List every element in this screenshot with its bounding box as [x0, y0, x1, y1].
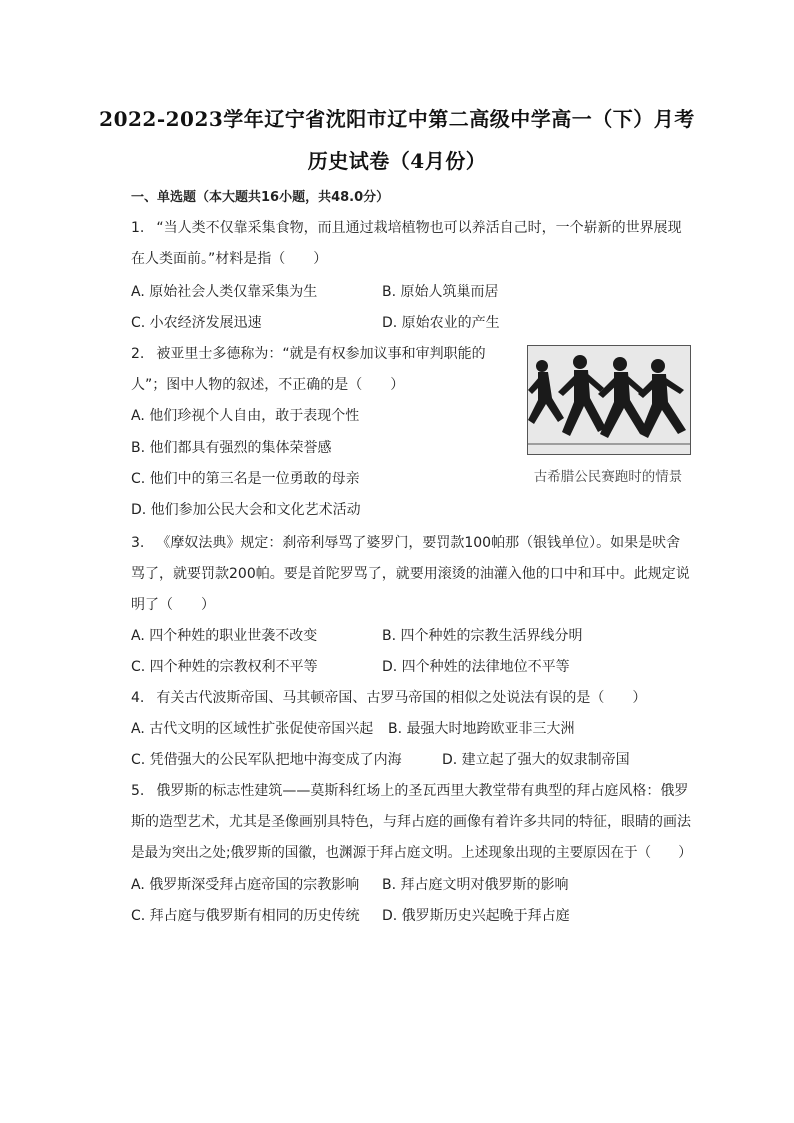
question-1-option-d: D. 原始农业的产生 [382, 315, 500, 331]
section-heading: 一、单选题（本大题共16小题，共48.0分） [131, 190, 390, 205]
greek-runners-image [527, 345, 691, 455]
question-5-line-2: 斯的造型艺术，尤其是圣像画别具特色，与拜占庭的画像有着许多共同的特征，眼睛的画法 [131, 814, 691, 830]
question-2-option-b: B. 他们都具有强烈的集体荣誉感 [131, 440, 332, 456]
question-3-option-c: C. 四个种姓的宗教权利不平等 [131, 659, 318, 675]
question-4-number: 4. [131, 690, 145, 706]
question-1-option-a: A. 原始社会人类仅靠采集为生 [131, 284, 318, 300]
question-5-option-d: D. 俄罗斯历史兴起晚于拜占庭 [382, 908, 570, 924]
question-1-line-1: 1. “当人类不仅靠采集食物，而且通过栽培植物也可以养活自己时，一个崭新的世界展现 [131, 220, 682, 236]
question-1-line-2: 在人类面前。”材料是指（ ） [131, 251, 328, 267]
question-2-option-a: A. 他们珍视个人自由，敢于表现个性 [131, 408, 360, 424]
question-4-option-a: A. 古代文明的区域性扩张促使帝国兴起 [131, 721, 374, 737]
question-4-option-b: B. 最强大时地跨欧亚非三大洲 [388, 721, 575, 737]
question-3-number: 3. [131, 535, 145, 551]
question-5-option-b: B. 拜占庭文明对俄罗斯的影响 [382, 877, 569, 893]
figure-caption: 古希腊公民赛跑时的情景 [533, 469, 683, 485]
question-5-number: 5. [131, 783, 145, 799]
question-5-option-a: A. 俄罗斯深受拜占庭帝国的宗教影响 [131, 877, 360, 893]
question-4-option-d: D. 建立起了强大的奴隶制帝国 [442, 752, 630, 768]
question-1-option-c: C. 小农经济发展迅速 [131, 315, 262, 331]
question-2-number: 2. [131, 346, 145, 362]
question-1-option-b: B. 原始人筑巢而居 [382, 284, 499, 300]
exam-title-line2: 历史试卷（4月份） [307, 149, 487, 173]
question-1-number: 1. [131, 220, 145, 236]
question-3-option-d: D. 四个种姓的法律地位不平等 [382, 659, 570, 675]
question-2-line-1: 2. 被亚里士多德称为：“就是有权参加议事和审判职能的 [131, 346, 486, 362]
question-5-line-1: 5. 俄罗斯的标志性建筑——莫斯科红场上的圣瓦西里大教堂带有典型的拜占庭风格：俄罗 [131, 783, 689, 799]
question-3-option-a: A. 四个种姓的职业世袭不改变 [131, 628, 318, 644]
question-3-line-2: 骂了，就要罚款200帕。要是首陀罗骂了，就要用滚烫的油灌入他的口中和耳中。此规定说 [131, 566, 690, 582]
question-3-line-1: 3. 《摩奴法典》规定：刹帝利辱骂了婆罗门，要罚款100帕那（银钱单位）。如果是吠舍 [131, 535, 681, 551]
question-2-option-c: C. 他们中的第三名是一位勇敢的母亲 [131, 471, 360, 487]
runners-illustration [528, 346, 690, 454]
question-5-option-c: C. 拜占庭与俄罗斯有相同的历史传统 [131, 908, 360, 924]
question-2-option-d: D. 他们参加公民大会和文化艺术活动 [131, 502, 361, 518]
question-4-option-c: C. 凭借强大的公民军队把地中海变成了内海 [131, 752, 402, 768]
question-3-line-3: 明了（ ） [131, 597, 215, 613]
question-3-option-b: B. 四个种姓的宗教生活界线分明 [382, 628, 583, 644]
question-2-line-2: 人”；图中人物的叙述，不正确的是（ ） [131, 377, 405, 393]
question-4-line-1: 4. 有关古代波斯帝国、马其顿帝国、古罗马帝国的相似之处说法有误的是（ ） [131, 690, 647, 706]
question-5-line-3: 是最为突出之处;俄罗斯的国徽，也渊源于拜占庭文明。上述现象出现的主要原因在于（ ） [131, 845, 692, 861]
exam-title-line1: 2022-2023学年辽宁省沈阳市辽中第二高级中学高一（下）月考 [99, 107, 695, 131]
